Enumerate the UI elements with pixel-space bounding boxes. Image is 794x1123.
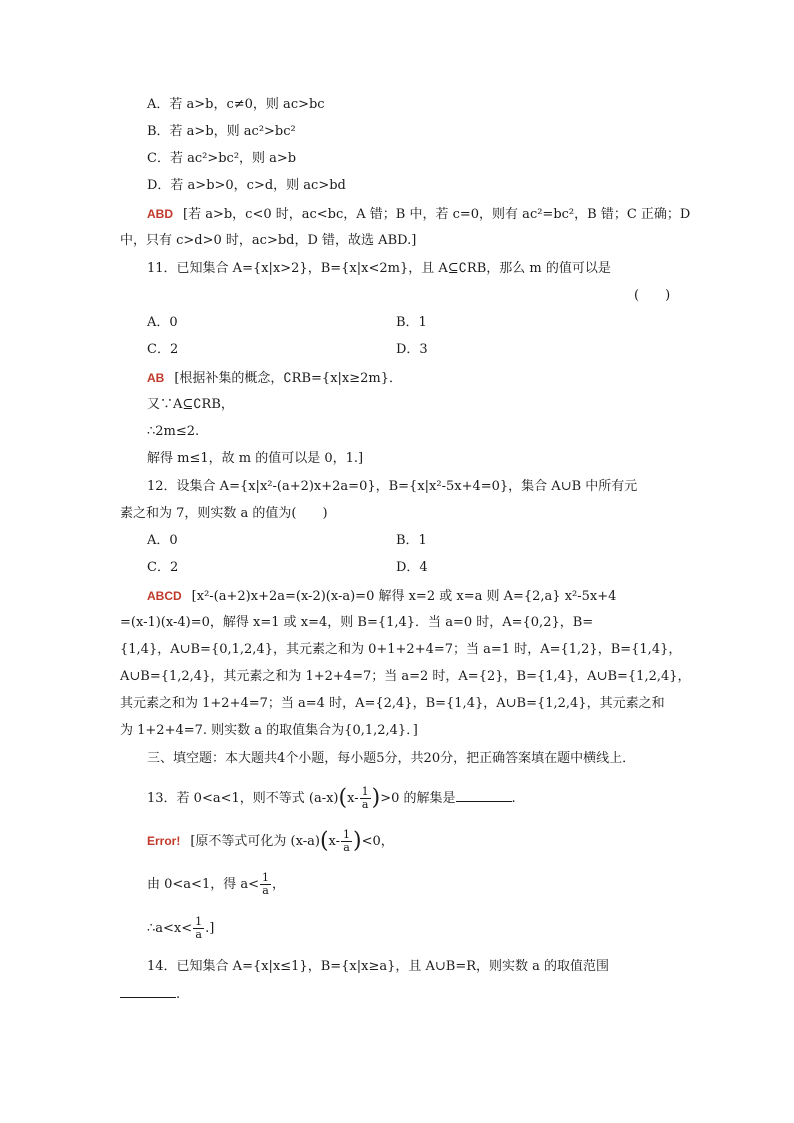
q13-fraction xyxy=(360,786,371,811)
q10-option-d: D．若 a>b>0，c>d，则 ac>bd xyxy=(147,178,346,193)
q13-stem-part3: >0 的解集是 xyxy=(380,791,456,806)
q13-solution3-fraction-denominator: a xyxy=(195,928,202,941)
q11-solution-line3: ∴2m≤2. xyxy=(147,424,200,439)
q10-option-a: A．若 a>b，c≠0，则 ac>bc xyxy=(147,97,325,112)
q13-right-paren: ) xyxy=(371,785,381,811)
q13-solution3-part1: ∴a<x< xyxy=(147,921,193,936)
q13-solution-fraction-numerator: 1 xyxy=(343,828,351,841)
q11-stem: 11．已知集合 A={x|x>2}，B={x|x<2m}，且 A⊆∁RB，那么 m 的值可以是 xyxy=(147,261,611,276)
q13-solution-line2 xyxy=(147,870,285,900)
q13-solution3-fraction-numerator: 1 xyxy=(195,915,203,928)
q11-option-b: B．1 xyxy=(396,315,427,330)
q10-solution-text1: [若 a>b，c<0 时，ac<bc，A 错；B 中，若 c=0，则有 ac²=bc²，B 错；C 正确；D xyxy=(183,207,691,222)
q13-solution3-part2: .] xyxy=(205,921,215,936)
q12-option-c: C．2 xyxy=(147,560,179,575)
q12-stem-line1: 12．设集合 A={x|x²-(a+2)x+2a=0}，B={x|x²-5x+4=0}，集合 A∪B 中所有元 xyxy=(147,479,638,494)
q12-option-b: B．1 xyxy=(396,533,427,548)
q13-fraction-denominator: a xyxy=(361,798,369,811)
q13-solution-right-paren: ) xyxy=(353,828,362,854)
q13-left-paren: ( xyxy=(338,785,348,811)
q12-solution-line5: 其元素之和为 1+2+4=7；当 a=4 时，A={2,4}，B={1,4}，A∪B={1,2,4}，其元素之和 xyxy=(120,696,665,711)
q13-solution2-part1: 由 0<a<1，得 a< xyxy=(147,877,259,892)
q13-answer-blank[interactable] xyxy=(456,789,512,802)
q10-solution-line1 xyxy=(147,205,690,224)
q14-answer-line xyxy=(120,985,180,1004)
q12-stem-line2: 素之和为 7，则实数 a 的值为( ) xyxy=(120,506,328,521)
q10-answer-tag: ABD xyxy=(147,207,173,221)
q11-answer-bracket: ( ) xyxy=(634,288,671,303)
q13-solution2-fraction-denominator: a xyxy=(262,884,269,897)
q12-solution-text1: [x²-(a+2)x+2a=(x-2)(x-a)=0 解得 x=2 或 x=a 则 A={2,a} x²-5x+4 xyxy=(191,589,617,604)
q11-solution-line1 xyxy=(147,369,402,388)
q12-solution-line3: {1,4}，A∪B={0,1,2,4}，其元素之和为 0+1+2+4=7；当 a=1 时，A={1,2}，B={1,4}， xyxy=(120,642,682,657)
q11-option-c: C．2 xyxy=(147,342,179,357)
q11-solution-text1: [根据补集的概念，∁RB={x|x≥2m}． xyxy=(174,371,402,386)
q13-solution2-fraction-numerator: 1 xyxy=(262,871,269,884)
q12-solution-line1 xyxy=(147,587,616,606)
q10-solution-line2: 中，只有 c>d>0 时，ac>bd，D 错，故选 ABD.] xyxy=(120,233,417,248)
q11-solution-line2: 又∵A⊆∁RB， xyxy=(147,397,234,412)
q11-answer-tag: AB xyxy=(147,371,165,385)
q13-solution-part2: x- xyxy=(328,834,341,849)
q13-solution-fraction xyxy=(341,829,352,854)
q12-solution-line6: 为 1+2+4=7. 则实数 a 的取值集合为{0,1,2,4}．] xyxy=(120,723,418,738)
q12-solution-line2: =(x-1)(x-4)=0，解得 x=1 或 x=4，则 B={1,4}．当 a=0 时，A={0,2}，B= xyxy=(120,615,594,630)
q13-solution-part1: [原不等式可化为 (x-a) xyxy=(190,834,320,849)
q13-stem-part2: x- xyxy=(347,791,359,806)
q13-solution2-part2: ， xyxy=(272,877,286,892)
q11-option-a: A．0 xyxy=(147,315,178,330)
q12-option-d: D．4 xyxy=(396,560,428,575)
q13-stem-part1: 13．若 0<a<1，则不等式 (a-x) xyxy=(147,791,339,806)
q13-solution-fraction-denominator: a xyxy=(343,841,350,854)
section-3-heading: 三、填空题：本大题共4个小题，每小题5分，共20分，把正确答案填在题中横线上． xyxy=(147,751,636,766)
q10-option-b: B．若 a>b，则 ac²>bc² xyxy=(147,124,296,139)
q13-fraction-numerator: 1 xyxy=(361,785,369,798)
q12-solution-line4: A∪B={1,2,4}，其元素之和为 1+2+4=7；当 a=2 时，A={2}，B={1,4}，A∪B={1,2,4}， xyxy=(120,669,691,684)
q13-solution2-fraction xyxy=(260,872,271,897)
q13-solution-part3: <0， xyxy=(361,834,394,849)
q13-stem xyxy=(147,784,516,814)
q13-stem-end: . xyxy=(511,791,516,806)
q11-option-d: D．3 xyxy=(396,342,428,357)
q13-solution3-fraction xyxy=(193,916,204,941)
q14-stem: 14．已知集合 A={x|x≤1}，B={x|x≥a}，且 A∪B=R，则实数 a 的取值范围 xyxy=(147,959,610,974)
q10-option-c: C．若 ac²>bc²，则 a>b xyxy=(147,151,297,166)
q14-stem-end: . xyxy=(176,987,181,1002)
q11-solution-line4: 解得 m≤1，故 m 的值可以是 0，1.] xyxy=(147,451,364,466)
q12-option-a: A．0 xyxy=(147,533,178,548)
q13-solution-line3 xyxy=(147,914,214,944)
q14-answer-blank[interactable] xyxy=(120,985,176,998)
q13-solution-left-paren: ( xyxy=(319,828,329,854)
q12-answer-tag: ABCD xyxy=(147,589,182,603)
q13-answer-tag: Error! xyxy=(147,834,181,848)
q13-solution-line1 xyxy=(147,826,394,857)
